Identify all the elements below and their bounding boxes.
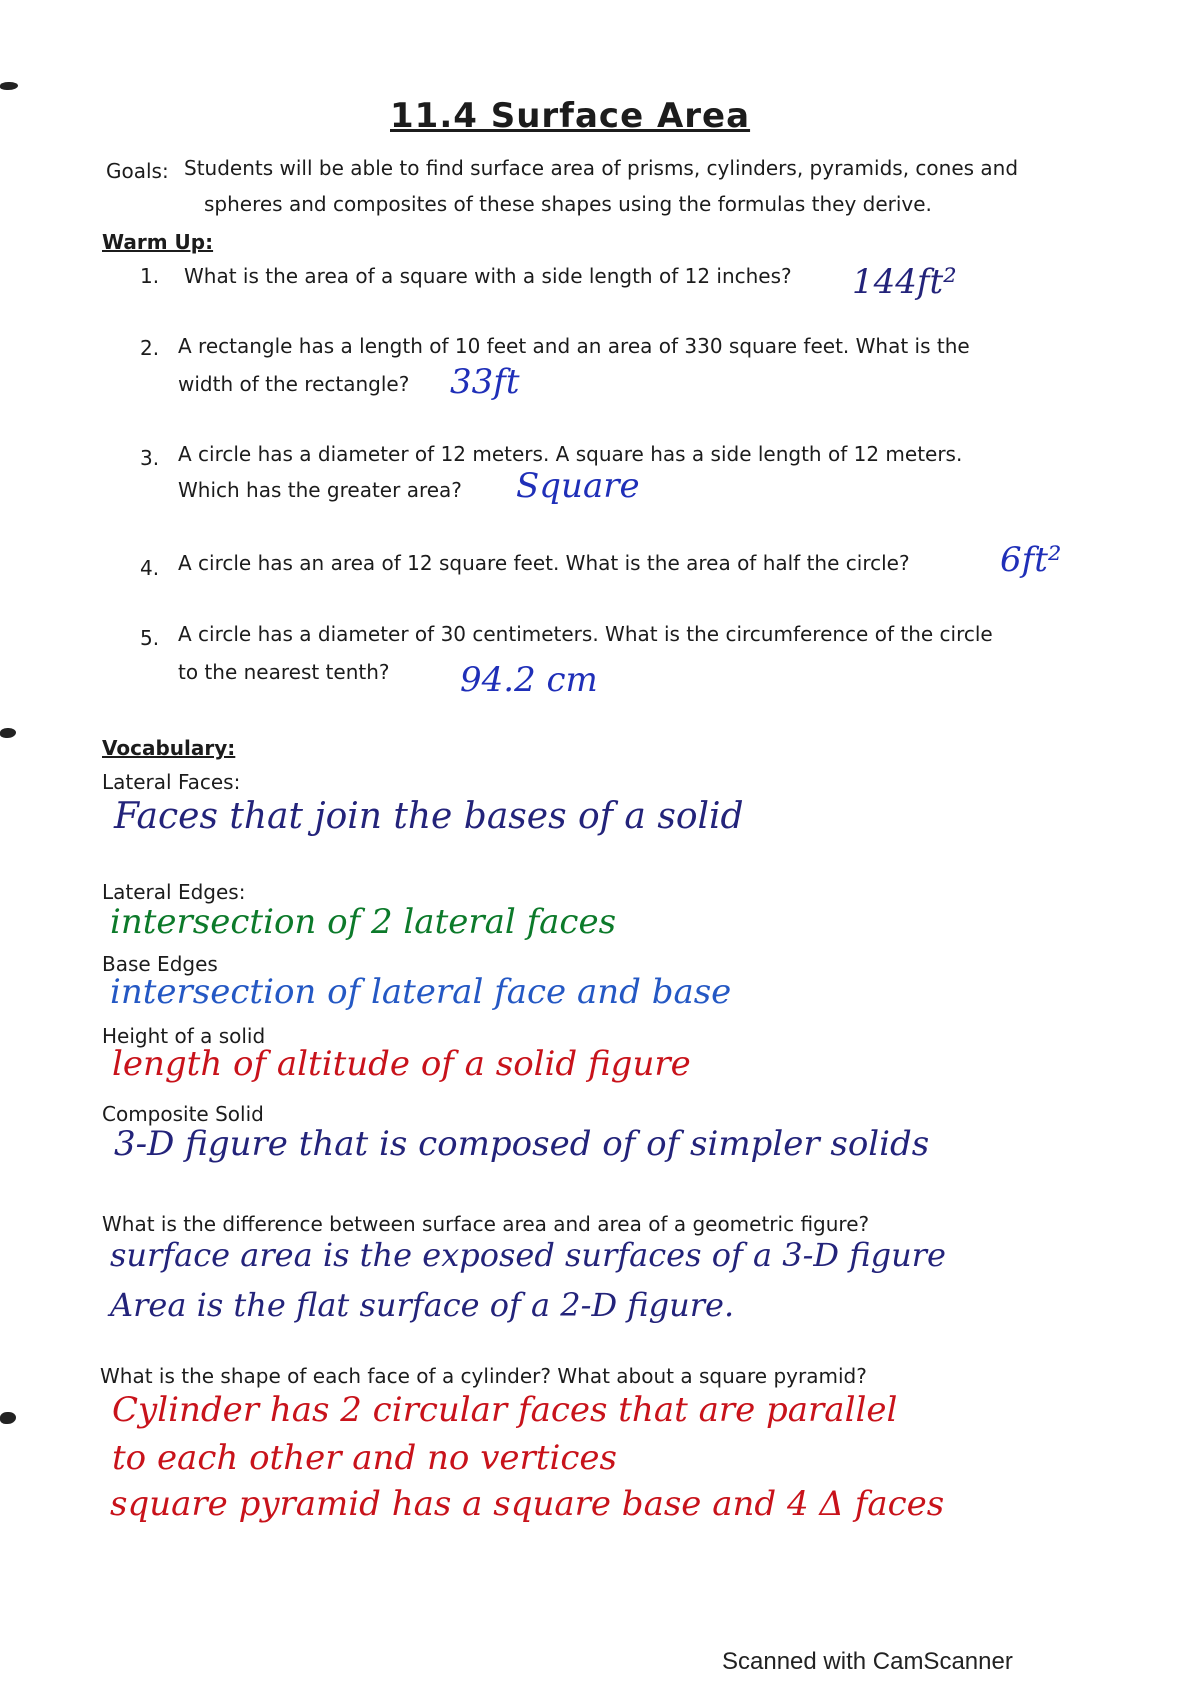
question-text: What is the area of a square with a side length of 12 inches?	[184, 264, 792, 288]
term-definition: Faces that join the bases of a solid	[114, 796, 744, 837]
term-label: Lateral Edges:	[102, 880, 246, 904]
vocabulary-heading: Vocabulary:	[102, 736, 236, 760]
term-label: Lateral Faces:	[102, 770, 241, 794]
question-prompt: What is the shape of each face of a cylinder? What about a square pyramid?	[100, 1364, 867, 1388]
answer-line: square pyramid has a square base and 4 Δ faces	[110, 1484, 945, 1524]
scan-mark	[0, 728, 16, 738]
term-label: Base Edges	[102, 952, 218, 976]
question-number: 5.	[140, 626, 160, 650]
question-number: 3.	[140, 446, 160, 470]
question-text: A circle has an area of 12 square feet. What is the area of half the circle?	[178, 551, 910, 575]
term-definition: intersection of 2 lateral faces	[110, 902, 617, 942]
term-definition: 3-D figure that is composed of of simpler solids	[114, 1124, 930, 1164]
answer-line: Cylinder has 2 circular faces that are parallel	[112, 1390, 898, 1430]
term-label: Composite Solid	[102, 1102, 264, 1126]
question-text: A circle has a diameter of 12 meters. A square has a side length of 12 meters.	[178, 442, 963, 466]
term-label: Height of a solid	[102, 1024, 266, 1048]
question-text: width of the rectangle?	[178, 372, 410, 396]
goals-line-1: Students will be able to find surface area of prisms, cylinders, pyramids, cones and	[184, 156, 1019, 180]
question-prompt: What is the difference between surface area and area of a geometric figure?	[102, 1212, 870, 1236]
question-answer: 94.2 cm	[460, 660, 598, 700]
term-definition: length of altitude of a solid figure	[112, 1044, 691, 1084]
question-answer: 144ft²	[852, 262, 957, 302]
answer-line: Area is the flat surface of a 2-D figure.	[110, 1286, 735, 1324]
scanner-watermark: Scanned with CamScanner	[722, 1648, 1013, 1675]
question-text: Which has the greater area?	[178, 478, 462, 502]
question-text: A circle has a diameter of 30 centimeters. What is the circumference of the circle	[178, 622, 993, 646]
question-number: 2.	[140, 336, 160, 360]
question-answer: Square	[516, 466, 640, 506]
warmup-heading: Warm Up:	[102, 230, 214, 254]
goals-label: Goals:	[106, 159, 169, 183]
question-text: to the nearest tenth?	[178, 660, 390, 684]
page-title: 11.4 Surface Area	[390, 96, 751, 136]
scan-mark	[0, 1412, 16, 1424]
scan-mark	[0, 82, 18, 90]
answer-line: to each other and no vertices	[112, 1438, 617, 1478]
question-text: A rectangle has a length of 10 feet and an area of 330 square feet. What is the	[178, 334, 970, 358]
question-number: 1.	[140, 264, 160, 288]
goals-line-2: spheres and composites of these shapes using the formulas they derive.	[204, 192, 932, 216]
answer-line: surface area is the exposed surfaces of a 3-D figure	[110, 1236, 946, 1274]
term-definition: intersection of lateral face and base	[110, 972, 732, 1012]
question-answer: 33ft	[450, 362, 520, 402]
question-answer: 6ft²	[1000, 540, 1062, 580]
question-number: 4.	[140, 556, 160, 580]
